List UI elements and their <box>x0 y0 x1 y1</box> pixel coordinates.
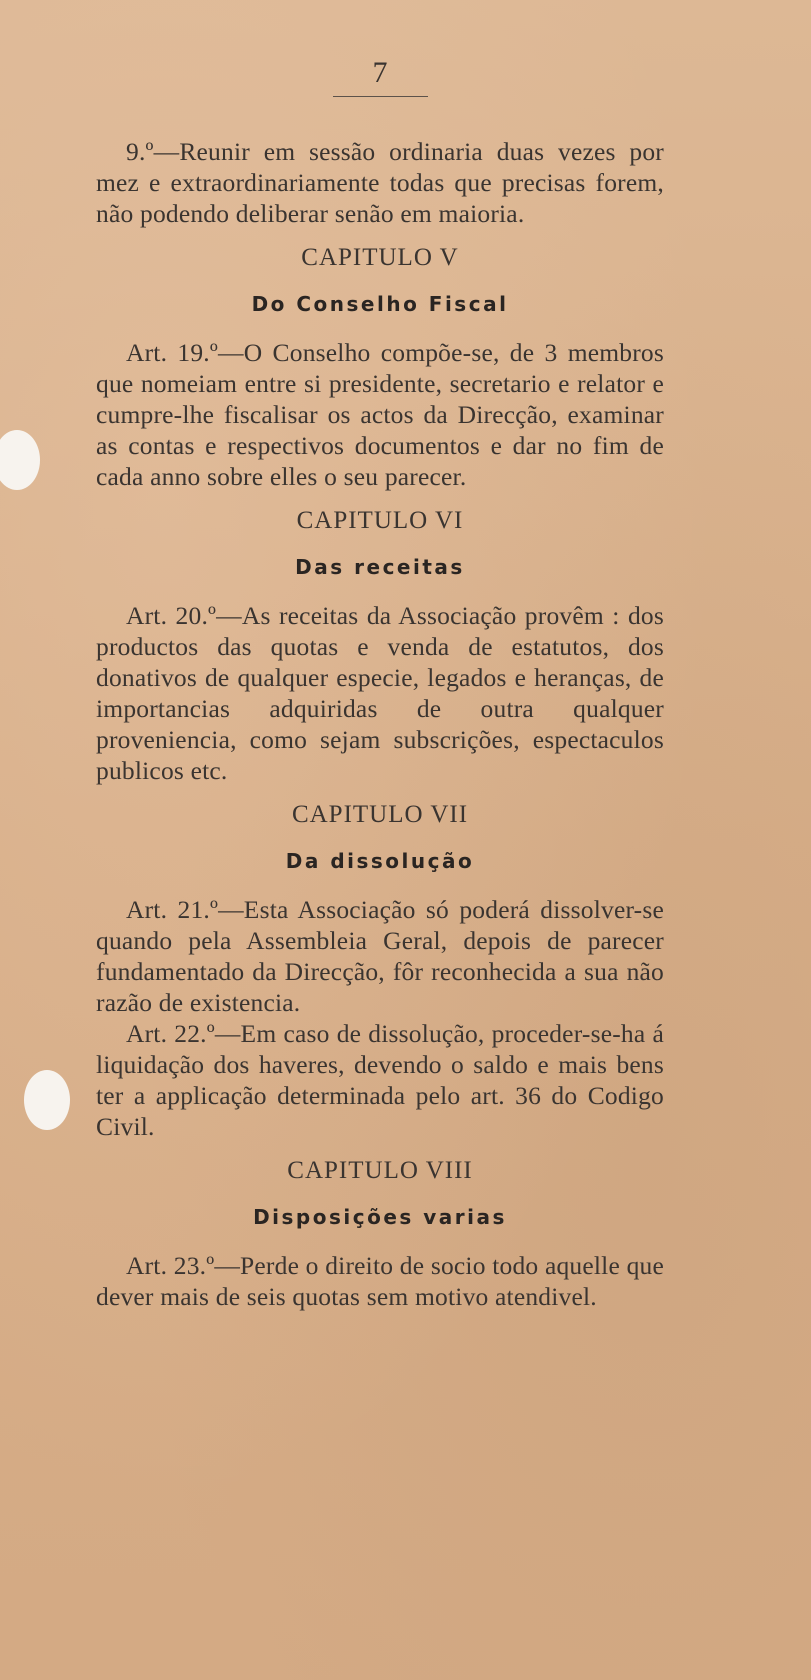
paragraph: 9.º—Reunir em sessão ordinaria duas vezes por mez e extraordinariamente todas que precisas forem, não podendo deliberar senão em maioria. <box>96 137 664 228</box>
section-subheading: Da dissolução <box>285 849 475 873</box>
page-number: 7 <box>372 56 388 89</box>
section-subheading: Do Conselho Fiscal <box>251 292 509 316</box>
article-paragraph: Art. 23.º—Perde o direito de socio todo aquelle que dever mais de seis quotas sem motivo atendivel. <box>96 1251 664 1311</box>
article-paragraph: Art. 20.º—As receitas da Associação provêm : dos productos das quotas e venda de estatutos, dos donativos de qualquer especie, legados e heranças, de importancias adquiridas de outra qualquer proveniencia, como sejam subscrições, espectaculos publicos etc. <box>96 601 664 785</box>
article-paragraph: Art. 22.º—Em caso de dissolução, proceder-se-ha á liquidação dos haveres, devendo o saldo e mais bens ter a applicação determinada pelo art. 36 do Codigo Civil. <box>96 1019 664 1141</box>
punch-hole-bottom <box>24 1070 70 1130</box>
article-paragraph: Art. 19.º—O Conselho compõe-se, de 3 membros que nomeiam entre si presidente, secretario e relator e cumpre-lhe fiscalisar os actos da Direcção, examinar as contas e respectivos documentos e dar no fim de cada anno sobre elles o seu parecer. <box>96 338 664 491</box>
page-number-rule <box>333 96 428 97</box>
text-column <box>96 136 664 1312</box>
article-paragraph: Art. 21.º—Esta Associação só poderá dissolver-se quando pela Assembleia Geral, depois de parecer fundamentado da Direcção, fôr reconhecida a sua não razão de existencia. <box>96 895 664 1017</box>
chapter-heading: CAPITULO V <box>301 244 459 271</box>
section-subheading: Das receitas <box>295 555 465 579</box>
section-subheading: Disposições varias <box>253 1205 507 1229</box>
chapter-heading: CAPITULO VIII <box>287 1157 473 1184</box>
punch-hole-top <box>0 430 40 490</box>
chapter-heading: CAPITULO VII <box>291 801 469 828</box>
chapter-heading: CAPITULO VI <box>296 507 464 534</box>
